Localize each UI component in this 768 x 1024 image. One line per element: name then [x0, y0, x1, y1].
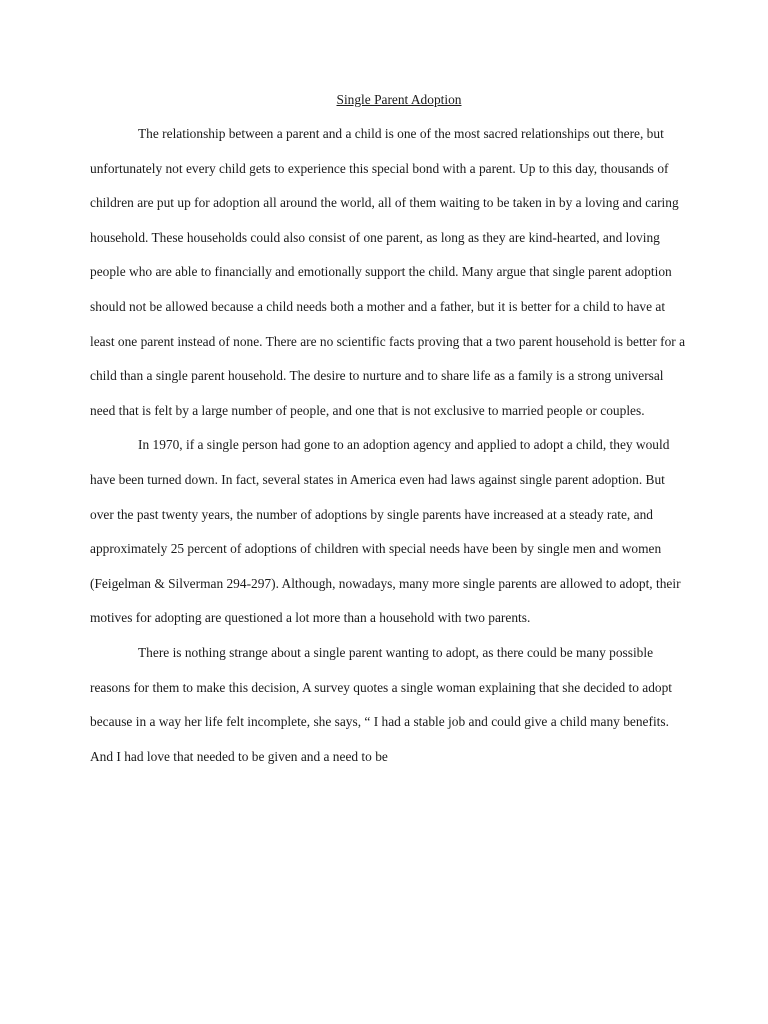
document-title: Single Parent Adoption: [336, 92, 462, 107]
paragraph-2: In 1970, if a single person had gone to an adoption agency and applied to adopt a child, they would have been turned down. In fact, several states in America even had laws against single parent adoption. But over the past twenty years, the number of adoptions by single parents have increased at a steady rate, and approximately 25 percent of adoptions of children with special needs have been by single men and women (Feigelman & Silverman 294-297). Although, nowadays, many more single parents are allowed to adopt, their motives for adopting are questioned a lot more than a household with two parents.: [90, 437, 681, 626]
paragraph-3: There is nothing strange about a single parent wanting to adopt, as there could be many possible reasons for them to make this decision, A survey quotes a single woman explaining that she decided to adopt because in a way her life felt incomplete, she says, “ I had a stable job and could give a child many benefits. And I had love that needed to be given and a need to be: [90, 644, 672, 764]
paragraph-1: The relationship between a parent and a child is one of the most sacred relationships out there, but unfortunately not every child gets to experience this special bond with a parent. Up to this day, thousands of children are put up for adoption all around the world, all of them waiting to be taken in by a loving and caring household. These households could also consist of one parent, as long as they are kind-hearted, and loving people who are able to financially and emotionally support the child. Many argue that single parent adoption should not be allowed because a child needs both a mother and a father, but it is better for a child to have at least one parent instead of none. There are no scientific facts proving that a two parent household is better for a child than a single parent household. The desire to nurture and to share life as a family is a strong universal need that is felt by a large number of people, and one that is not exclusive to married people or couples.: [90, 126, 686, 418]
document-body: [90, 117, 688, 774]
